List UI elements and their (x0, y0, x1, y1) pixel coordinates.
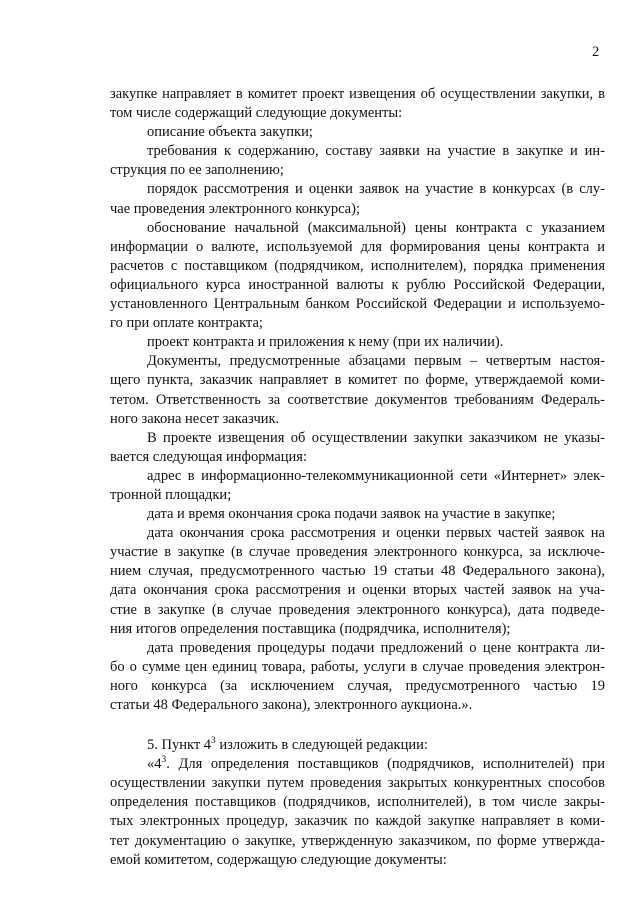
text-line: го при оплате контракта; (110, 315, 263, 332)
text-line: определения поставщиков (подрядчиков, исполнителей), в том числе закры- (110, 794, 605, 811)
text-line: дата окончания срока рассмотрения и оценки вторых частей заявок на уча- (110, 582, 605, 599)
paragraph-gap (110, 715, 605, 736)
superscript: 3 (161, 755, 167, 766)
text-line: емой комитетом, содержащую следующие документы: (110, 851, 447, 868)
text-line: расчетов с поставщиком (подрядчиком, исполнителем), порядка применения (110, 257, 605, 274)
document-body (110, 85, 605, 870)
text-line: порядок рассмотрения и оценки заявок на участие в конкурсах (в слу- (147, 181, 605, 198)
text-line: щего пункта, заказчик направляет в комитет по форме, утверждаемой коми- (110, 372, 605, 389)
text-line: проект контракта и приложения к нему (при их наличии). (147, 334, 504, 351)
text-line: участие в закупке (в случае проведения электронного конкурса, за исключе- (110, 544, 605, 561)
text-line: дата и время окончания срока подачи заявок на участие в закупке; (147, 506, 556, 523)
text-line (110, 755, 605, 774)
text-line: чае проведения электронного конкурса); (110, 200, 360, 217)
text-line: дата проведения процедуры подачи предложений о цене контракта ли- (147, 639, 605, 656)
text-line: закупке направляет в комитет проект извещения об осуществлении закупки, в (110, 86, 605, 102)
text-line: установленного Центральным банком Российской Федерации и используемо- (110, 296, 605, 313)
text-line: адрес в информационно-телекоммуникационной сети «Интернет» элек- (147, 467, 605, 484)
text-line: В проекте извещения об осуществлении закупки заказчиком не указы- (147, 429, 605, 446)
text-line: ного конкурса (за исключением случая, предусмотренного частью 19 (110, 677, 605, 694)
text-line: ния итогов определения поставщика (подрядчика, исполнителя); (110, 620, 511, 637)
text-line: требования к содержанию, составу заявки на участие в закупке и ин- (147, 143, 605, 160)
text-line: тетом. Ответственность за соответствие документов требованиям Федераль- (110, 391, 605, 408)
text-line: тет документацию о закупке, утвержденную заказчиком, по форме утвержда- (110, 832, 605, 849)
text-line: вается следующая информация: (110, 448, 307, 465)
text-line: тронной площадки; (110, 486, 232, 503)
text-line: дата окончания срока рассмотрения и оценки первых частей заявок на (147, 525, 605, 542)
superscript: 3 (211, 736, 216, 747)
text-line: официального курса иностранной валюты к рублю Российской Федерации, (110, 276, 605, 293)
page-number: 2 (592, 44, 600, 60)
text-line: обоснование начальной (максимальной) цены контракта с указанием (147, 219, 605, 236)
text-line: описание объекта закупки; (147, 124, 313, 141)
text-line: тых электронных процедур, заказчик по каждой закупке направляет в коми- (110, 813, 605, 830)
text-line: Документы, предусмотренные абзацами первым – четвертым настоя- (147, 353, 605, 370)
text-line: бо о сумме цен единиц товара, работы, услуги в случае проведения электрон- (110, 658, 605, 675)
text-line (110, 736, 605, 755)
text-fragment: . Для определения поставщиков (подрядчиков, исполнителей) при (166, 756, 605, 773)
text-line: стие в закупке (в случае проведения электронного конкурса), дата подведе- (110, 601, 605, 618)
text-fragment: «4 (147, 756, 162, 773)
text-line: статьи 48 Федерального закона), электронного аукциона.». (110, 697, 473, 713)
text-line: осуществлении закупки путем проведения закрытых конкурентных способов (110, 775, 605, 792)
text-line: том числе содержащий следующие документы: (110, 105, 403, 122)
text-line: информации о валюте, используемой для формирования цены контракта и (110, 238, 605, 255)
text-fragment: изложить в следующей редакции: (215, 737, 428, 754)
text-line: ного закона несет заказчик. (110, 410, 280, 427)
text-line: струкция по ее заполнению; (110, 162, 284, 179)
text-fragment: 5. Пункт 4 (147, 737, 212, 754)
text-line: нием случая, предусмотренного частью 19 статьи 48 Федерального закона), (110, 563, 605, 580)
